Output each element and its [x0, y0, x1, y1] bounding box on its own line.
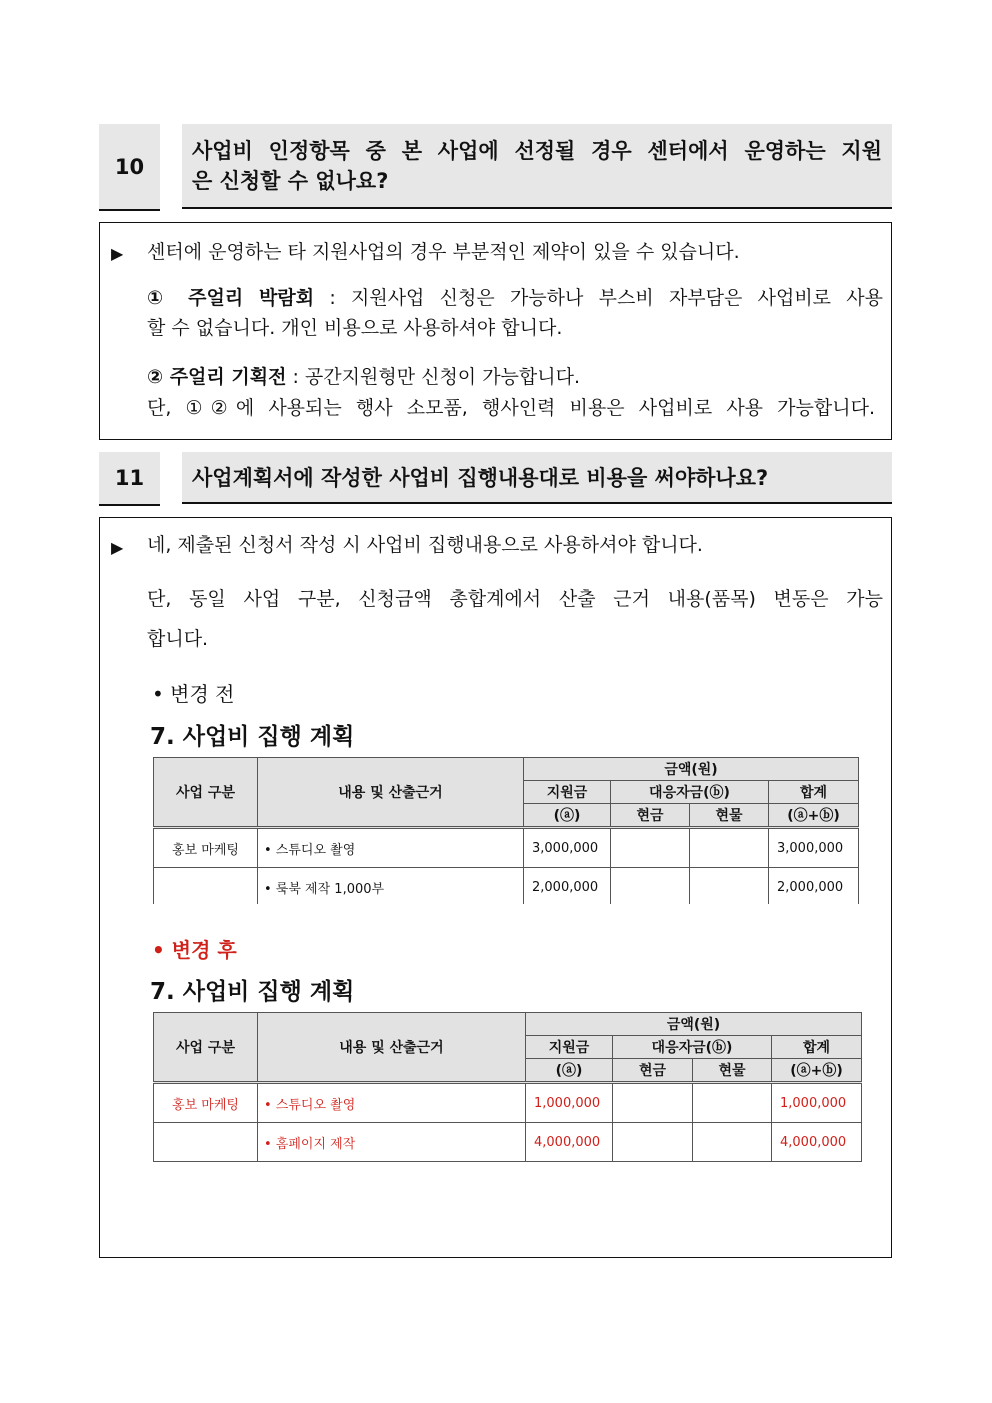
section-title: 7. 사업비 집행 계획: [150, 724, 355, 750]
header-total-mark: (ⓐ+ⓑ): [772, 1059, 862, 1083]
before-change-label: • 변경 전: [152, 682, 235, 706]
table-row: [154, 868, 859, 907]
cell-item: • 스튜디오 촬영: [258, 1083, 526, 1123]
question-title-line: 은 신청할 수 없나요?: [192, 169, 389, 193]
header-basis: 내용 및 산출근거: [258, 758, 524, 828]
answer-item-1: [147, 283, 883, 313]
answer-note-cont: 합니다.: [147, 628, 209, 650]
header-cash: 현금: [613, 1059, 693, 1083]
table-row: [154, 1123, 862, 1162]
after-change-label: • 변경 후: [152, 938, 237, 962]
cell-support: 1,000,000: [526, 1083, 613, 1123]
header-basis: 내용 및 산출근거: [258, 1013, 526, 1083]
answer-note: 단, 동일 사업 구분, 신청금액 총합계에서 산출 근거 내용(품목) 변동은 가능: [147, 588, 883, 610]
cell-cash: [611, 828, 690, 868]
cell-category: [154, 868, 258, 907]
header-support: 지원금: [524, 781, 611, 804]
answer-note: 단, ①②에 사용되는 행사 소모품, 행사인력 비용은 사업비로 사용 가능합니다.: [147, 397, 875, 419]
header-matching: 대응자금(ⓑ): [611, 781, 769, 804]
header-total-mark: (ⓐ+ⓑ): [769, 804, 859, 828]
cell-in-kind: [690, 868, 769, 907]
answer-intro: 센터에 운영하는 타 지원사업의 경우 부분적인 제약이 있을 수 있습니다.: [147, 241, 740, 263]
cell-category: [154, 1123, 258, 1162]
arrow-bullet-icon: ▶: [111, 538, 124, 557]
cell-cash: [613, 1123, 693, 1162]
cell-item: • 홈페이지 제작: [258, 1123, 526, 1162]
header-matching: 대응자금(ⓑ): [613, 1036, 772, 1059]
header-cash: 현금: [611, 804, 690, 828]
table-crop-mask: [140, 1162, 870, 1182]
cell-in-kind: [693, 1083, 772, 1123]
cell-cash: [611, 868, 690, 907]
answer-item-2: [147, 362, 580, 392]
budget-table-before: [153, 757, 859, 907]
cell-total: 2,000,000: [769, 868, 859, 907]
arrow-bullet-icon: ▶: [111, 244, 124, 263]
cell-support: 3,000,000: [524, 828, 611, 868]
item-text: : 공간지원형만 신청이 가능합니다.: [286, 366, 581, 388]
question-title-11: 사업계획서에 작성한 사업비 집행내용대로 비용을 써야하나요?: [182, 452, 892, 504]
cell-item: • 스튜디오 촬영: [258, 828, 524, 868]
header-amount: 금액(원): [526, 1013, 862, 1036]
question-title-10: [182, 124, 892, 209]
cell-total: 1,000,000: [772, 1083, 862, 1123]
header-in-kind: 현물: [690, 804, 769, 828]
table-crop-mask: [140, 904, 870, 924]
cell-cash: [613, 1083, 693, 1123]
header-total: 합계: [772, 1036, 862, 1059]
header-support: 지원금: [526, 1036, 613, 1059]
item-text: : 지원사업 신청은 가능하나 부스비 자부담은 사업비로 사용: [314, 287, 883, 309]
table-row: [154, 1083, 862, 1123]
header-total: 합계: [769, 781, 859, 804]
header-support-mark: (ⓐ): [524, 804, 611, 828]
header-amount: 금액(원): [524, 758, 859, 781]
question-number-10: 10: [99, 124, 160, 211]
question-number-11: 11: [99, 452, 160, 506]
cell-category: 홍보 마케팅: [154, 1083, 258, 1123]
table-row: [154, 828, 859, 868]
answer-intro: 네, 제출된 신청서 작성 시 사업비 집행내용으로 사용하셔야 합니다.: [147, 534, 703, 556]
header-in-kind: 현물: [693, 1059, 772, 1083]
question-title-line: 사업비 인정항목 중 본 사업에 선정될 경우 센터에서 운영하는 지원: [192, 139, 882, 163]
cell-support: 2,000,000: [524, 868, 611, 907]
item-heading: ② 주얼리 기획전: [147, 366, 287, 388]
cell-total: 4,000,000: [772, 1123, 862, 1162]
cell-total: 3,000,000: [769, 828, 859, 868]
header-support-mark: (ⓐ): [526, 1059, 613, 1083]
header-category: 사업 구분: [154, 758, 258, 828]
cell-support: 4,000,000: [526, 1123, 613, 1162]
budget-table-after: [153, 1012, 862, 1162]
item-heading: ① 주얼리 박람회: [147, 287, 315, 309]
cell-in-kind: [690, 828, 769, 868]
cell-in-kind: [693, 1123, 772, 1162]
section-title: 7. 사업비 집행 계획: [150, 979, 355, 1005]
cell-category: 홍보 마케팅: [154, 828, 258, 868]
header-category: 사업 구분: [154, 1013, 258, 1083]
cell-item: • 룩북 제작 1,000부: [258, 868, 524, 907]
answer-item-1-cont: 할 수 없습니다. 개인 비용으로 사용하셔야 합니다.: [147, 317, 563, 339]
